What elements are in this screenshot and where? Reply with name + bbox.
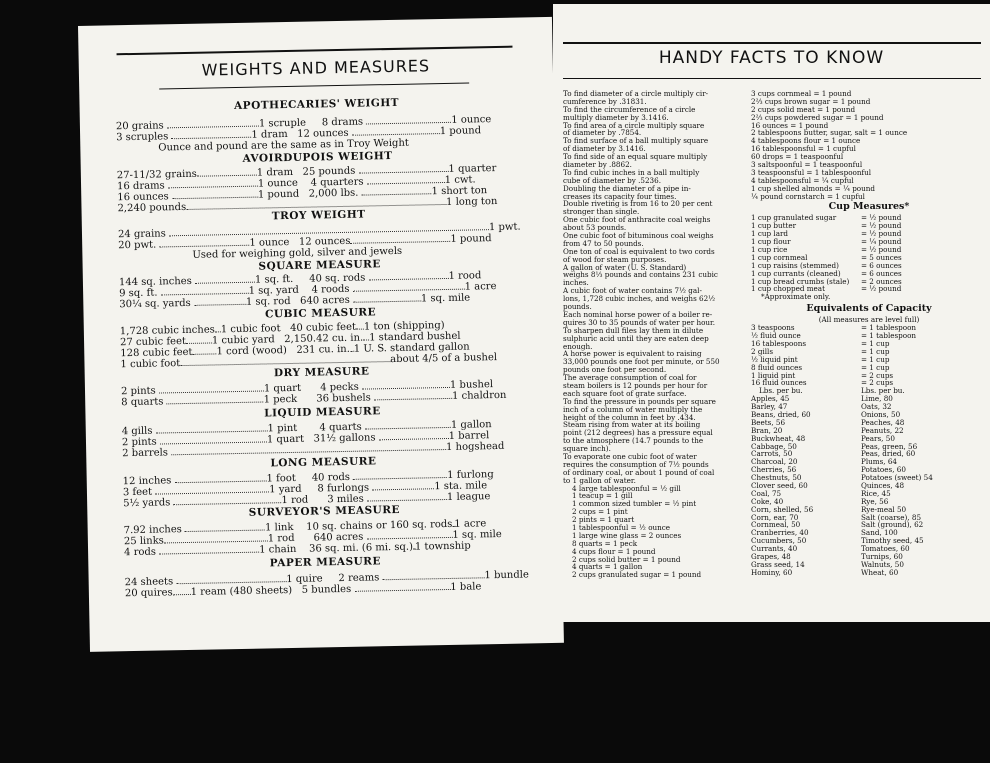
- equivalent-line: 3 teaspoonsful = 1 tablespoonful: [751, 167, 872, 177]
- capacity-row: ½ fluid ounce = 1 tablespoon: [751, 331, 917, 341]
- cup-measure-row: 1 cup raisins (stemmed) = 6 ounces: [751, 260, 902, 270]
- title-rule: [159, 83, 469, 90]
- bushel-weight-row: Beets, 56 Peaches, 48: [751, 417, 905, 427]
- fact-line: A cubic foot of water contains 7½ gal-: [563, 286, 702, 296]
- equivalent-line: 3 saltspoonful = 1 teaspoonful: [751, 160, 863, 170]
- fact-line: point (212 degrees) has a pressure equal: [563, 428, 713, 438]
- fact-line: square inch).: [563, 444, 611, 454]
- table-row: 30¼ sq. yards 1 sq. rod 640 acres 1 sq. mile: [119, 292, 471, 311]
- equivalent-line: 4 tablespoonsful = ¼ cupful: [751, 175, 854, 185]
- fact-line: inches.: [563, 278, 589, 288]
- capacity-row: 3 teaspoons = 1 tablespoon: [751, 323, 917, 333]
- top-rule: [563, 42, 981, 44]
- cup-measure-row: 1 cup butter = ½ pound: [751, 221, 902, 231]
- table-row: 16 drams 1 ounce 4 quarters 1 cwt.: [116, 174, 476, 193]
- fact-line: requires the consumption of 7½ pounds: [563, 459, 709, 469]
- fact-line: The average consumption of coal for: [563, 373, 697, 383]
- fact-line: One cubic foot of anthracite coal weighs: [563, 215, 711, 225]
- bushel-weight-row: Corn, ear, 70 Salt (coarse), 85: [751, 512, 922, 522]
- bushel-weight-row: Beans, dried, 60 Onions, 50: [751, 409, 901, 419]
- fact-line: from 47 to 50 pounds.: [563, 238, 644, 248]
- title-rule: [563, 78, 981, 79]
- cup-measures-title: Cup Measures*: [828, 201, 910, 213]
- fact-line: pounds one foot per second.: [563, 365, 667, 375]
- cup-measure-row: 1 cup lard = ½ pound: [751, 229, 902, 239]
- cup-measure-row: 1 cup bread crumbs (stale) = 2 ounces: [751, 276, 902, 286]
- table-row: 4 gills 1 pint 4 quarts 1 gallon: [121, 419, 492, 438]
- fact-line: To find the circumference of a circle: [563, 104, 696, 114]
- kitchen-measure-line: 1 tablespoonful = ½ ounce: [572, 522, 671, 532]
- table-row: 128 cubic feet 1 cord (wood) 231 cu. in. 1 U. S. standard gallon: [120, 341, 470, 360]
- fact-line: cumference by .31831.: [563, 96, 647, 106]
- fact-line: 33,000 pounds one foot per minute, or 550: [563, 357, 720, 367]
- section-surveyors-measure: SURVEYOR'S MEASURE: [248, 503, 401, 519]
- section-apothecaries-weight: APOTHECARIES' WEIGHT: [233, 96, 400, 113]
- bushel-weight-row: Coal, 75 Rice, 45: [751, 488, 891, 498]
- bushel-weight-row: Cornmeal, 50 Salt (ground), 62: [751, 520, 924, 530]
- table-row: 7.92 inches 1 link 10 sq. chains or 160 sq. rods 1 acre: [123, 518, 487, 537]
- fact-line: to the atmosphere (14.7 pounds to the: [563, 436, 704, 446]
- capacity-row: ½ liquid pint = 1 cup: [751, 354, 890, 364]
- bushel-weight-row: Buckwheat, 48 Pears, 50: [751, 433, 895, 443]
- fact-line: To find surface of a ball multiply square: [563, 136, 709, 146]
- equivalent-line: 60 drops = 1 teaspoonful: [751, 152, 844, 162]
- fact-line: A gallon of water (U. S. Standard): [563, 262, 687, 272]
- table-row: 9 sq. ft. 1 sq. yard 4 roods 1 acre: [119, 281, 497, 300]
- kitchen-measure-line: 8 quarts = 1 peck: [572, 538, 638, 548]
- bushel-weight-row: Carrots, 50 Peas, dried, 60: [751, 449, 916, 459]
- kitchen-measure-line: 2 cups granulated sugar = 1 pound: [572, 570, 702, 580]
- right-page: [553, 4, 990, 622]
- bushel-weight-row: Currants, 40 Tomatoes, 60: [751, 544, 910, 554]
- bushel-weight-row: Barley, 47 Oats, 32: [751, 402, 892, 412]
- section-liquid-measure: LIQUID MEASURE: [264, 405, 381, 420]
- fact-line: sulphuric acid until they are eaten deep: [563, 333, 709, 343]
- table-row: 20 grains 1 scruple 8 drams 1 ounce: [115, 114, 492, 133]
- bushel-weight-row: Cranberries, 40 Sand, 100: [751, 528, 898, 538]
- fact-line: diameter by .8862.: [563, 160, 632, 170]
- cup-measure-row: 1 cup flour = ¼ pound: [751, 237, 902, 247]
- bushel-weight-row: Corn, shelled, 56 Rye-meal 50: [751, 504, 907, 514]
- page-title: HANDY FACTS TO KNOW: [658, 48, 885, 68]
- fact-line: about 53 pounds.: [563, 223, 627, 233]
- capacity-subtitle: (All measures are level full): [818, 315, 920, 325]
- fact-line: To find area of a circle multiply square: [563, 120, 705, 130]
- cup-measure-row: 1 cup currants (cleaned) = 6 ounces: [751, 268, 902, 278]
- table-row: 8 quarts 1 peck 36 bushels 1 chaldron: [121, 389, 507, 409]
- fact-line: enough.: [563, 341, 593, 351]
- fact-line: A horse power is equivalent to raising: [563, 349, 702, 359]
- cup-note: *Approximate only.: [761, 292, 831, 302]
- bushel-weight-row: Cabbage, 50 Peas, green, 56: [751, 441, 918, 451]
- bushel-weight-row: Cherries, 56 Potatoes, 60: [751, 465, 906, 475]
- fact-line: Double riveting is from 16 to 20 per cent: [563, 199, 713, 209]
- equivalent-line: 2⅔ cups brown sugar = 1 pound: [751, 96, 871, 106]
- table-row: 2 pints 1 quart 4 pecks 1 bushel: [120, 379, 494, 398]
- page-title: WEIGHTS AND MEASURES: [201, 56, 431, 80]
- fact-line: of wood for steam purposes.: [563, 254, 667, 264]
- kitchen-measure-line: 2 cups solid butter = 1 pound: [572, 554, 681, 564]
- fact-line: of diameter by 3.1416.: [563, 144, 646, 154]
- table-row: 20 quires 1 ream (480 sheets) 5 bundles 1 bale: [124, 581, 482, 600]
- bushel-weight-row: Grass seed, 14 Walnuts, 50: [751, 559, 904, 569]
- table-row: 16 ounces 1 pound 2,000 lbs. 1 short ton: [117, 185, 488, 204]
- table-row: 2,240 pounds 1 long ton: [117, 195, 498, 215]
- cup-measure-row: 1 cup chopped meat = ½ pound: [751, 284, 902, 294]
- section-avoirdupois-weight: AVOIRDUPOIS WEIGHT: [242, 149, 393, 165]
- measures-column: [751, 90, 987, 577]
- fact-line: To find the pressure in pounds per square: [563, 396, 716, 406]
- equivalent-line: ¼ pound cornstarch = 1 cupful: [751, 191, 865, 201]
- fact-line: To sharpen dull files lay them in dilute: [563, 325, 704, 335]
- fact-line: To find diameter of a circle multiply cir-: [563, 89, 709, 98]
- cup-measure-row: 1 cup rice = ½ pound: [751, 245, 902, 255]
- capacity-row: 16 tablespoons = 1 cup: [751, 338, 890, 348]
- table-row: 144 sq. inches 1 sq. ft. 40 sq. rods 1 rood: [118, 270, 482, 289]
- kitchen-measure-line: 1 common sized tumbler = ½ pint: [572, 499, 697, 509]
- bushel-weight-row: Cucumbers, 50 Timothy seed, 45: [751, 536, 924, 546]
- bushel-weight-row: Clover seed, 60 Quinces, 48: [751, 480, 905, 490]
- bushel-weight-row: Charcoal, 20 Plums, 64: [751, 457, 897, 467]
- fact-line: One ton of coal is equivalent to two cords: [563, 246, 715, 256]
- table-row: 24 grains 1 pwt.: [117, 221, 521, 241]
- table-row: 3 scruples 1 dram 12 ounces 1 pound: [116, 125, 482, 144]
- capacity-row: 8 fluid ounces = 1 cup: [751, 362, 890, 372]
- bushel-weight-row: Coke, 40 Rye, 56: [751, 496, 889, 506]
- fact-line: stronger than single.: [563, 207, 640, 217]
- fact-line: lons, 1,728 cubic inches, and weighs 62½: [563, 294, 716, 304]
- kitchen-measure-line: 4 cups flour = 1 pound: [572, 546, 656, 556]
- table-row: 3 feet 1 yard 8 furlongs 1 sta. mile: [122, 480, 488, 499]
- fact-line: weighs 8⅓ pounds and contains 231 cubic: [563, 270, 718, 280]
- bushel-header: Lbs. per bu. Lbs. per bu.: [759, 386, 905, 396]
- fact-line: pounds.: [563, 302, 592, 312]
- table-row: 2 barrels 1 hogshead: [122, 440, 505, 460]
- note: Ounce and pound are the same as in Troy Weight: [158, 137, 409, 154]
- equivalent-line: 1 cup shelled almonds = ¼ pound: [751, 183, 875, 193]
- table-row: 5½ yards 1 rod 3 miles 1 league: [123, 491, 491, 510]
- bushel-weight-row: Grapes, 48 Turnips, 60: [751, 551, 903, 561]
- table-row: 2 pints 1 quart 31½ gallons 1 barrel: [121, 430, 490, 449]
- section-square-measure: SQUARE MEASURE: [258, 258, 381, 273]
- bushel-weight-row: Apples, 45 Lime, 80: [751, 394, 893, 404]
- kitchen-measure-line: 4 large tablespoonful = ½ gill: [572, 483, 681, 493]
- equivalent-line: 16 ounces = 1 pound: [751, 120, 829, 130]
- bushel-weight-row: Bran, 20 Peanuts, 22: [751, 425, 904, 435]
- fact-line: multiply diameter by 3.1416.: [563, 112, 669, 122]
- left-page: [78, 17, 564, 652]
- equivalent-line: 2 cups solid meat = 1 pound: [751, 104, 856, 114]
- kitchen-measure-line: 1 large wine glass = 2 ounces: [572, 530, 682, 540]
- table-row: 24 sheets 1 quire 2 reams 1 bundle: [124, 569, 529, 589]
- equivalent-line: 3 cups cornmeal = 1 pound: [751, 89, 852, 98]
- table-row: 27 cubic feet 1 cubic yard 2,150.42 cu. in. 1 standard bushel: [119, 330, 461, 349]
- fact-line: cube of diameter by .5236.: [563, 175, 661, 185]
- section-dry-measure: DRY MEASURE: [273, 365, 370, 380]
- fact-line: Each nominal horse power of a boiler re-: [563, 309, 713, 319]
- cup-measure-row: 1 cup cornmeal = 5 ounces: [751, 252, 902, 262]
- kitchen-measure-line: 2 pints = 1 quart: [572, 515, 635, 525]
- section-cubic-measure: CUBIC MEASURE: [264, 306, 377, 321]
- fact-line: One cubic foot of bituminous coal weighs: [563, 231, 714, 241]
- note: Used for weighing gold, silver and jewels: [192, 245, 403, 261]
- cup-measure-row: 1 cup granulated sugar = ½ pound: [751, 213, 902, 223]
- capacity-row: 2 gills = 1 cup: [751, 346, 890, 356]
- bushel-weight-row: Chestnuts, 50 Potatoes (sweet) 54: [751, 473, 933, 483]
- equivalent-line: 4 tablespoons flour = 1 ounce: [751, 136, 861, 146]
- table-row: 27-11/32 grains 1 dram 25 pounds 1 quarter: [116, 162, 497, 182]
- capacity-title: Equivalents of Capacity: [806, 303, 932, 315]
- fact-line: inch of a column of water multiply the: [563, 404, 703, 414]
- fact-line: To find side of an equal square multiply: [563, 152, 708, 162]
- fact-line: each square foot of grate surface.: [563, 388, 687, 398]
- fact-line: quires 30 to 35 pounds of water per hour.: [563, 317, 715, 327]
- bushel-weight-row: Hominy, 60 Wheat, 60: [751, 567, 899, 577]
- fact-line: To evaporate one cubic foot of water: [563, 451, 697, 461]
- table-row: 20 pwt. 1 ounce 12 ounces 1 pound: [118, 233, 492, 252]
- facts-column: [563, 90, 747, 579]
- equivalent-line: 16 tablespoonsful = 1 cupful: [751, 144, 856, 154]
- fact-line: creases its capacity four times.: [563, 191, 677, 201]
- kitchen-measure-line: 1 teacup = 1 gill: [572, 491, 633, 501]
- table-row: 12 inches 1 foot 40 rods 1 furlong: [122, 469, 494, 488]
- table-row: 25 links 1 rod 640 acres 1 sq. mile: [123, 528, 502, 548]
- table-row: 4 rods 1 chain 36 sq. mi. (6 mi. sq.) 1 township: [124, 540, 471, 559]
- capacity-row: 1 liquid pint = 2 cups: [751, 370, 894, 380]
- fact-line: to 1 gallon of water.: [563, 475, 636, 485]
- kitchen-measure-line: 2 cups = 1 pint: [572, 507, 628, 517]
- section-paper-measure: PAPER MEASURE: [269, 555, 382, 570]
- section-long-measure: LONG MEASURE: [270, 455, 377, 470]
- fact-line: of diameter by .7854.: [563, 128, 642, 138]
- capacity-row: 16 fluid ounces = 2 cups: [751, 378, 894, 388]
- fact-line: Doubling the diameter of a pipe in-: [563, 183, 691, 193]
- equivalent-line: 2⅔ cups powdered sugar = 1 pound: [751, 112, 884, 122]
- fact-line: height of the column in feet by .434.: [563, 412, 696, 422]
- table-row: 1 cubic foot about 4/5 of a bushel: [120, 352, 498, 371]
- top-rule: [117, 46, 513, 56]
- section-troy-weight: TROY WEIGHT: [271, 208, 366, 223]
- kitchen-measure-line: 4 quarts = 1 gallon: [572, 562, 643, 572]
- fact-line: Steam rising from water at its boiling: [563, 420, 701, 430]
- fact-line: steam boilers is 12 pounds per hour for: [563, 380, 708, 390]
- table-row: 1,728 cubic inches 1 cubic foot 40 cubic feet 1 ton (shipping): [119, 320, 445, 338]
- fact-line: of ordinary coal, or about 1 pound of coal: [563, 467, 715, 477]
- fact-line: To find cubic inches in a ball multiply: [563, 167, 700, 177]
- equivalent-line: 2 tablespoons butter, sugar, salt = 1 ounce: [751, 128, 908, 138]
